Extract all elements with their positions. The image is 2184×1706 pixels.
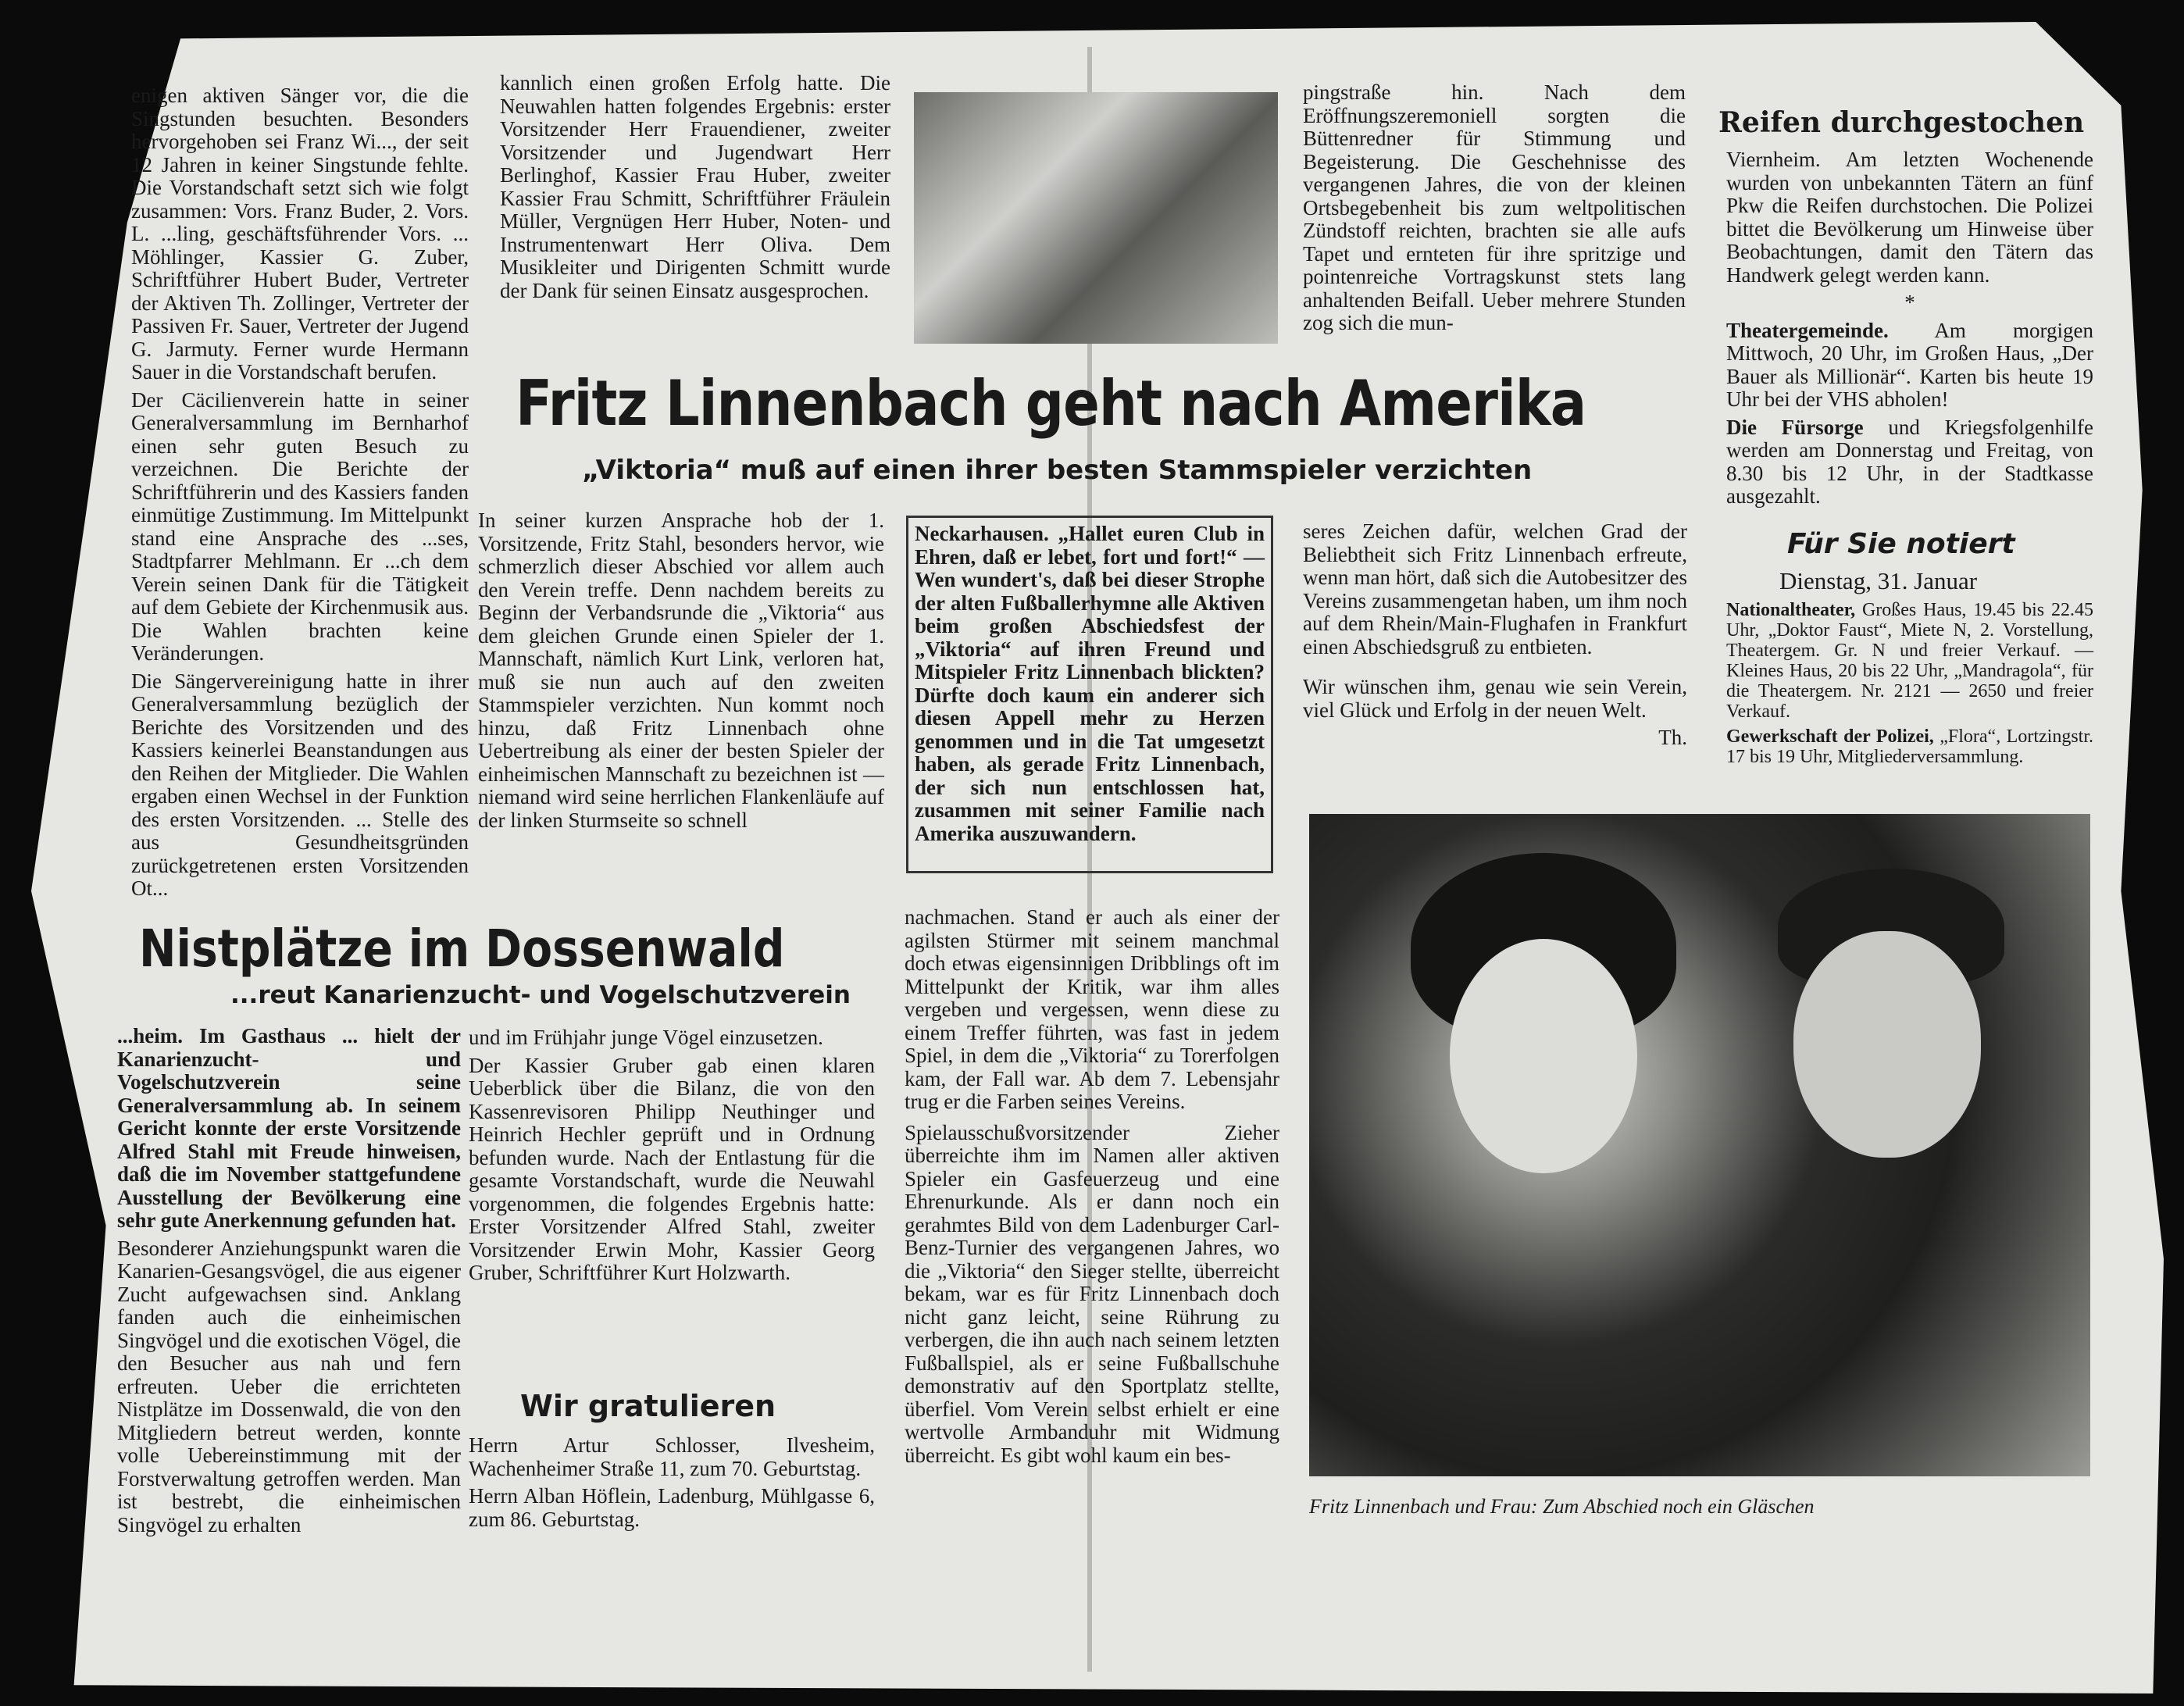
farewell-photo: [1309, 814, 2090, 1476]
fuersorge-label: Die Fürsorge: [1726, 415, 1864, 439]
neuwahlen-paragraph: kannlich einen großen Erfolg hatte. Die Neuwahlen hatten folgendes Ergebnis: erster Vorsitzender Herr Frauendiener, zweiter Vorsitzender und Jugendwart Herr Berlinghof, Kassier Frau Huber, zweiter Kassier Frau Schmitt, Schriftführer Fräulein Müller, Vergnügen Herr Huber, Noten- und Instrumentenwart Herr Oliva. Dem Musikleiter und Dirigenten Schmitt wurde der Dank für seinen Einsatz ausgesprochen.: [500, 71, 890, 302]
reifen-headline: Reifen durchgestochen: [1718, 106, 2085, 139]
notiert-column: [1726, 600, 2093, 772]
caecilien-paragraph: Der Cäcilienverein hatte in seiner Generalversammlung im Bernharhof einen sehr guten Besuch zu verzeichnen. Die Berichte der Schriftführerin und des Kassiers fanden einmütige Zustimmung. Im Mittelpunkt stand eine Ansprache des ...ses, Stadtpfarrer Mehlmann. Er ...ch dem Verein seinen Dank für die Tätigkeit auf dem Gebiete der Kirchenmusik aus. Die Wahlen brachten keine Veränderungen.: [131, 387, 469, 665]
polizei-label: Gewerkschaft der Polizei,: [1726, 726, 1934, 747]
theatergemeinde-label: Theatergemeinde.: [1726, 318, 1889, 342]
man-face-shape: [1793, 931, 1981, 1158]
polizei-paragraph: [1726, 726, 2093, 767]
article-column-1: [478, 509, 884, 837]
top-right-column: [1303, 81, 1686, 340]
dossenwald-column-1: [117, 1025, 461, 1541]
photo-caption: Fritz Linnenbach und Frau: Zum Abschied noch ein Gläschen: [1309, 1495, 1815, 1518]
nationaltheater-text: Großes Haus, 19.45 bis 22.45 Uhr, „Doktor Faust“, Miete N, 2. Vorstellung, Theatergem. Gr. N und freier Verkauf. — Kleines Haus, 20 bis 22 Uhr, „Mandragola“, für die Theatergem. Nr. 2121 — 2650 und freier Verkauf.: [1726, 600, 2093, 722]
separator-star: *: [1904, 291, 1915, 314]
top-mid-column: [500, 72, 890, 307]
gratulation-2: Herrn Alban Höflein, Ladenburg, Mühlgasse 6, zum 86. Geburtstag.: [469, 1484, 875, 1531]
main-headline: Fritz Linnenbach geht nach Amerika: [516, 367, 1586, 440]
dossenwald-headline: Nistplätze im Dossenwald: [139, 919, 785, 979]
saenger-paragraph: enigen aktiven Sänger vor, die die Singstunden besuchten. Besonders hervorgehoben sei Franz Wi..., der seit 12 Jahren in keiner Singstunde fehlte. Die Vorstandschaft setzt sich wie folgt zusammen: Vors. Franz Buder, 2. Vors. L. ...ling, geschäftsführender Vors. ... Möhlinger, Kassier G. Zuber, Schriftführer Hubert Buder, Vertreter der Aktiven Th. Zollinger, Vertreter der Passiven Fr. Sauer, Vertreter der Jugend G. Jarmuty. Ferner wurde Hermann Sauer in die Vorstandschaft berufen.: [131, 84, 469, 384]
dossenwald-paragraph-1: Besonderer Anziehungspunkt waren die Kanarien-Gesangsvögel, die aus eigener Zucht aufgewachsen sind. Anklang fanden auch die einheimischen Singvögel und die exotischen Vögel, die den Besucher aus nah und fern erfreuten. Ueber die errichteten Nistplätze im Dossenwald, die von den Mitgliedern betreut werden, konnte volle Uebereinstimmung mit der Forstverwaltung getroffen werden. Man ist bestrebt, die einheimischen Singvögel zu erhalten: [117, 1236, 461, 1536]
article-paragraph-1: In seiner kurzen Ansprache hob der 1. Vorsitzende, Fritz Stahl, besonders hervor, wie schmerzlich dieser Abschied vor allem auch den Verein treffe. Denn nachdem bereits zu Beginn der Verbandsrunde die „Viktoria“ aus dem gleichen Grunde einen Spieler der 1. Mannschaft, nämlich Kurt Link, verloren hat, muß sie nun auch auf den zweiten Stammspieler verzichten. Nun kommt noch hinzu, daß Fritz Linnenbach ohne Uebertreibung als einer der besten Spieler der einheimischen Mannschaft zu bezeichnen ist — niemand wird seine herrlichen Flankenläufe auf der linken Sturmseite so schnell: [478, 509, 884, 832]
article-paragraph-4: nachmachen. Stand er auch als einer der agilsten Stürmer mit seinem manchmal doch etwas eigensinnigen Dribblings oft im Mittelpunkt der Kritik, war ihm alles vergeben und vergessen, wenn diese zu einem Treffer führten, was fast in jedem Spiel, in dem die „Viktoria“ zu Torerfolgen kam, der Fall war. Ab dem 7. Lebensjahr trug er die Farben seines Vereins.: [905, 905, 1279, 1113]
gratulation-1: Herrn Artur Schlosser, Ilvesheim, Wachenheimer Straße 11, zum 70. Geburtstag.: [469, 1433, 875, 1480]
top-photo: [914, 92, 1278, 344]
dossenwald-lead: ...heim. Im Gasthaus ... hielt der Kanarienzucht- und Vogelschutzverein seine Generalversammlung ab. In seinem Gericht konnte der erste Vorsitzende Alfred Stahl mit Freude hinweisen, daß die im November stattgefundene Ausstellung der Bevölkerung eine sehr gute Anerkennung gefunden hat.: [117, 1024, 461, 1232]
article-column-3: [1303, 520, 1687, 755]
article-box: [906, 516, 1273, 873]
polizei-text: „Flora“, Lortzingstr. 17 bis 19 Uhr, Mitgliederversammlung.: [1726, 726, 2093, 767]
dossenwald-subheadline: ...reut Kanarienzucht- und Vogelschutzverein: [230, 981, 851, 1009]
nationaltheater-label: Nationaltheater,: [1726, 600, 1856, 620]
top-left-column: [131, 84, 469, 905]
dossenwald-column-2: [469, 1026, 875, 1290]
notiert-date: Dienstag, 31. Januar: [1779, 567, 1978, 594]
fasching-paragraph: pingstraße hin. Nach dem Eröffnungszeremoniell sorgten die Büttenredner für Stimmung und Begeisterung. Die Geschehnisse des vergangenen Jahres, die von der kleinen Ortsbegebenheit bis zum weltpolitischen Zündstoff reichten, brachten sie alle aufs Tapet und ernteten für ihre spritzige und pointenreiche Vortragskunst stets lang anhaltenden Beifall. Ueber mehrere Stunden zog sich die mun-: [1303, 80, 1686, 334]
nationaltheater-paragraph: [1726, 600, 2093, 722]
reifen-paragraph: Viernheim. Am letzten Wochenende wurden von unbekannten Tätern an fünf Pkw die Reifen durchstochen. Die Polizei bittet die Bevölkerung um Hinweise über Beobachtungen, damit den Tätern das Handwerk gelegt werden kann.: [1726, 148, 2093, 287]
theatergemeinde-paragraph: [1726, 319, 2093, 412]
theatergemeinde-text: Am morgigen Mittwoch, 20 Uhr, im Großen Haus, „Der Bauer als Millionär“. Karten bis heute 19 Uhr bei der VHS abholen!: [1726, 318, 2093, 411]
fuersorge-text: und Kriegsfolgenhilfe werden am Donnerstag und Freitag, von 8.30 bis 12 Uhr, in der Stadtkasse ausgezahlt.: [1726, 415, 2093, 508]
saengervereinigung-paragraph: Die Sängervereinigung hatte in ihrer Generalversammlung bezüglich der Berichte des Vorsitzenden und des Kassiers keinerlei Beanstandungen aus den Reihen der Mitglieder. Die Wahlen ergaben einen Wechsel in der Funktion des ersten Vorsitzenden. ... Stelle des aus Gesundheitsgründen zurückgetretenen ersten Vorsitzenden Ot...: [131, 669, 469, 900]
article-box-text: Neckarhausen. „Hallet euren Club in Ehren, daß er lebet, fort und fort!“ — Wen wundert's, daß bei dieser Strophe der alten Fußballerhymne alle Aktiven beim großen Abschiedsfest der „Viktoria“ auf ihren Freund und Mitspieler Fritz Linnenbach blickten? Dürfte doch kaum ein anderer sich diesen Appell mehr zu Herzen genommen und in die Tat umgesetzt haben, als gerade Fritz Linnenbach, der sich nun entschlossen hat, zusammen mit seiner Familie nach Amerika auszuwandern.: [915, 522, 1265, 845]
main-subheadline: „Viktoria“ muß auf einen ihrer besten Stammspieler verzichten: [582, 455, 1533, 486]
fuersorge-paragraph: [1726, 416, 2093, 509]
woman-face-shape: [1450, 939, 1637, 1173]
article-paragraph-3: seres Zeichen dafür, welchen Grad der Beliebtheit sich Fritz Linnenbach erfreute, wenn man hört, daß sich die Autobesitzer des Vereins zusammengetan haben, um ihm noch auf dem Rhein/Main-Flughafen in Frankfurt einen Abschiedsgruß zu entbieten.: [1303, 519, 1687, 658]
notiert-headline: Für Sie notiert: [1787, 528, 2015, 560]
right-news-column: [1726, 148, 2093, 513]
dossenwald-paragraph-3: Der Kassier Gruber gab einen klaren Ueberblick über die Bilanz, die von den Kassenrevisoren Philipp Neuthinger und Heinrich Hechler geprüft und in Ordnung befunden wurde. Nach der Entlastung für die gesamte Vorstandschaft, wurde die Neuwahl vorgenommen, die folgendes Ergebnis hatte: Erster Vorsitzender Alfred Stahl, zweiter Vorsitzender Erwin Mohr, Kassier Georg Gruber, Schriftführer Kurt Holzwarth.: [469, 1053, 875, 1284]
article-continuation: [905, 906, 1279, 1472]
gratulieren-headline: Wir gratulieren: [520, 1389, 776, 1423]
article-paragraph-5: Spielausschußvorsitzender Zieher überreichte ihm im Namen aller aktiven Spieler ein Gasfeuerzeug und eine Ehrenurkunde. Als er dann noch ein gerahmtes Bild von dem Ladenburger Carl-Benz-Turnier des vergangenen Jahres, wo die „Viktoria“ den Sieger stellte, überreicht bekam, war es für Fritz Linnenbach doch nicht ganz leicht, seine Rührung zu verbergen, die ihn auch nach seinem letzten Fußballspiel, als er seine Fußballschuhe demonstrativ auf den Sportplatz stellte, überfiel. Vom Verein selbst erhielt er eine wertvolle Armbanduhr mit Widmung überreicht. Es gibt wohl kaum ein bes-: [905, 1120, 1279, 1467]
article-signature: Th.: [1658, 726, 1687, 749]
article-paragraph-3b: Wir wünschen ihm, genau wie sein Verein, viel Glück und Erfolg in der neuen Welt.: [1303, 675, 1687, 722]
dossenwald-paragraph-2: und im Frühjahr junge Vögel einzusetzen.: [469, 1026, 823, 1049]
gratulieren-column: [469, 1434, 875, 1536]
